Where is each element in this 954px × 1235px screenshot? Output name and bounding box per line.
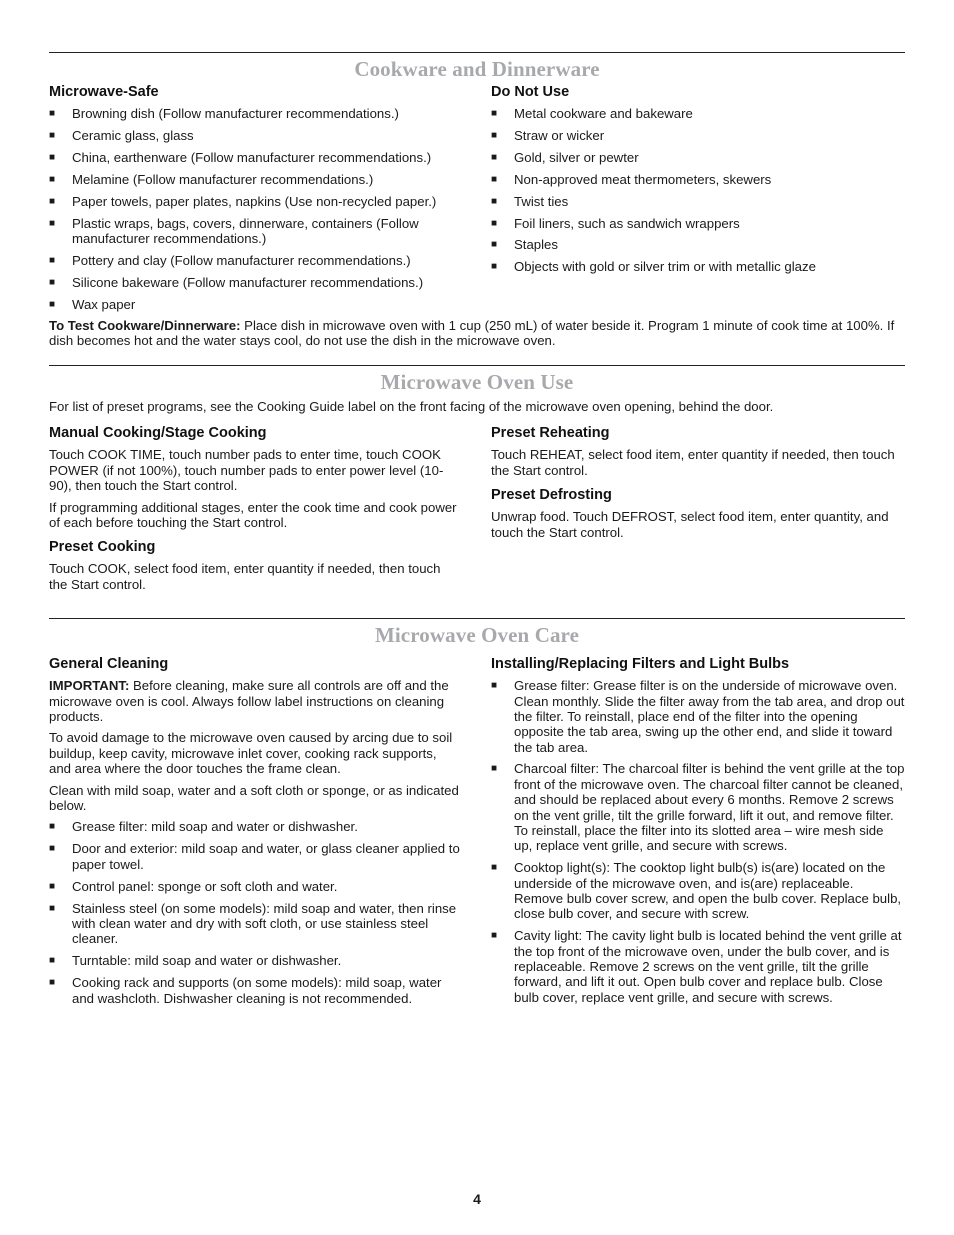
microwave-safe-heading: Microwave-Safe: [49, 84, 159, 100]
list-item: [49, 150, 461, 165]
preset-cooking-heading: Preset Cooking: [49, 539, 156, 556]
important-text: Before cleaning, make sure all controls are off and the microwave oven is cool. Always follow label instructions on cleaning products.: [49, 678, 449, 724]
list-item: [491, 194, 905, 209]
bullet-icon: ■: [49, 902, 56, 914]
list-item: [49, 841, 461, 872]
arcing-paragraph: To avoid damage to the microwave oven caused by arcing due to soil buildup, keep cavity, microwave inlet cover, cooking rack supports, and area where the door touches the frame clean.: [49, 730, 453, 777]
list-item-text: Door and exterior: mild soap and water, or glass cleaner applied to paper towel.: [72, 841, 460, 872]
list-item-text: Browning dish (Follow manufacturer recommendations.): [72, 106, 399, 121]
filters-list: [491, 678, 905, 1005]
list-item: [491, 128, 905, 143]
list-item: [49, 879, 461, 894]
list-item-text: Grease filter: Grease filter is on the underside of microwave oven. Clean monthly. Slide the filter away from the tab area, and drop out the filter. To reinstall, place end of the filter into the opening opposite the tab area, swing up the other end, and slide it toward the tab area.: [514, 678, 905, 755]
manual-cooking-heading: Manual Cooking/Stage Cooking: [49, 425, 267, 442]
bullet-icon: ■: [49, 955, 56, 967]
list-item: [491, 150, 905, 165]
preset-defrosting-text: Unwrap food. Touch DEFROST, select food item, enter quantity, and touch the Start control.: [491, 509, 889, 540]
do-not-use-column: [491, 83, 905, 312]
filters-heading: Installing/Replacing Filters and Light Bulbs: [491, 656, 790, 673]
list-item-text: China, earthenware (Follow manufacturer recommendations.): [72, 149, 432, 165]
list-item-text: Silicone bakeware (Follow manufacturer recommendations.): [72, 274, 424, 290]
list-item-text: Objects with gold or silver trim or with metallic glaze: [514, 259, 816, 275]
bullet-icon: ■: [49, 298, 56, 310]
list-item-text: Ceramic glass, glass: [72, 127, 194, 143]
bullet-icon: ■: [491, 261, 498, 273]
list-item: [491, 761, 905, 853]
list-item: [49, 172, 461, 187]
list-item-text: Grease filter: mild soap and water or dishwasher.: [72, 819, 358, 835]
list-item-text: Charcoal filter: The charcoal filter is behind the vent grille at the top front of the microwave oven. The charcoal filter cannot be cleaned, and should be replaced about every 6 months. Remove 2 screws on the vent grille, tilt the grille forward, lift it out, and remove filter. To reinstall, place the filter into its slotted area – wire mesh side up, replace vent grille, and secure with screws.: [514, 761, 905, 854]
bullet-icon: ■: [491, 680, 498, 692]
list-item: [49, 297, 461, 312]
bullet-icon: ■: [491, 862, 498, 874]
list-item: [49, 275, 461, 290]
section-rule: [49, 52, 905, 53]
list-item-text: Straw or wicker: [514, 127, 605, 143]
list-item-text: Non-approved meat thermometers, skewers: [514, 171, 772, 187]
list-item: [491, 678, 905, 755]
clean-paragraph: Clean with mild soap, water and a soft cloth or sponge, or as indicated below.: [49, 782, 459, 813]
preset-reheating-text: Touch REHEAT, select food item, enter quantity if needed, then touch the Start control.: [491, 447, 895, 478]
filters-column: [491, 655, 905, 1006]
manual-cooking-text: Touch COOK TIME, touch number pads to enter time, touch COOK POWER (if not 100%), touch number pads to enter power level (10-90), then touch the Start control.: [49, 447, 444, 494]
bullet-icon: ■: [49, 977, 56, 989]
list-item: [491, 928, 905, 1005]
bullet-icon: ■: [49, 129, 56, 141]
list-item: [49, 819, 461, 834]
page-number: 4: [473, 1191, 481, 1207]
important-paragraph: [49, 678, 461, 724]
list-item: [49, 128, 461, 143]
list-item-text: Staples: [514, 237, 558, 253]
list-item-text: Metal cookware and bakeware: [514, 106, 693, 121]
list-item: [49, 106, 461, 121]
microwave-safe-column: [49, 83, 461, 312]
bullet-icon: ■: [491, 129, 498, 141]
list-item: [49, 253, 461, 268]
bullet-icon: ■: [49, 151, 56, 163]
list-item-text: Gold, silver or pewter: [514, 149, 639, 165]
list-item: [49, 194, 461, 209]
list-item: [491, 237, 905, 252]
manual-page: [49, 52, 905, 1006]
bullet-icon: ■: [49, 108, 56, 119]
list-item-text: Turntable: mild soap and water or dishwasher.: [72, 953, 342, 969]
test-cookware-label: To Test Cookware/Dinnerware:: [49, 318, 241, 334]
bullet-icon: ■: [491, 151, 498, 163]
section-title-use: Microwave Oven Use: [380, 369, 574, 394]
bullet-icon: ■: [49, 217, 56, 229]
list-item-text: Plastic wraps, bags, covers, dinnerware, containers (Follow manufacturer recommendations.): [72, 215, 419, 246]
list-item: [491, 860, 905, 922]
list-item: [491, 216, 905, 231]
list-item-text: Paper towels, paper plates, napkins (Use non-recycled paper.): [72, 193, 437, 209]
general-cleaning-list: [49, 819, 461, 1006]
list-item: [491, 172, 905, 187]
general-cleaning-column: [49, 655, 461, 1006]
cookware-columns: [49, 83, 905, 312]
bullet-icon: ■: [491, 763, 498, 775]
list-item-text: Melamine (Follow manufacturer recommendations.): [72, 171, 374, 187]
list-item: [491, 106, 905, 121]
list-item: [49, 216, 461, 247]
bullet-icon: ■: [49, 254, 56, 266]
test-cookware-paragraph: [49, 318, 905, 349]
use-columns: [49, 424, 905, 592]
section-rule: [49, 618, 905, 619]
use-intro: For list of preset programs, see the Cooking Guide label on the front facing of the microwave oven opening, behind the door.: [49, 398, 774, 414]
list-item-text: Wax paper: [72, 296, 136, 312]
list-item-text: Control panel: sponge or soft cloth and water.: [72, 878, 338, 894]
general-cleaning-heading: General Cleaning: [49, 656, 169, 673]
list-item-text: Stainless steel (on some models): mild soap and water, then rinse with clean water and dry with soft cloth, or use stainless steel cleaner.: [72, 900, 457, 947]
list-item-text: Twist ties: [514, 193, 569, 209]
bullet-icon: ■: [491, 239, 498, 251]
preset-reheating-heading: Preset Reheating: [491, 425, 610, 442]
list-item: [49, 975, 461, 1006]
list-item: [491, 259, 905, 274]
list-item-text: Foil liners, such as sandwich wrappers: [514, 215, 740, 231]
bullet-icon: ■: [49, 195, 56, 207]
do-not-use-heading: Do Not Use: [491, 84, 570, 100]
use-right-column: [491, 424, 905, 592]
list-item-text: Cooktop light(s): The cooktop light bulb(s) is(are) located on the underside of the microwave oven, and is(are) replaceable. Remove bulb cover screw, and open the bulb cover. Replace bulb, close bulb cover, and secure with screw.: [514, 860, 902, 922]
preset-cooking-text: Touch COOK, select food item, enter quantity if needed, then touch the Start control.: [49, 561, 441, 592]
list-item-text: Cooking rack and supports (on some models): mild soap, water and washcloth. Dishwasher cleaning is not recommended.: [72, 975, 442, 1006]
bullet-icon: ■: [49, 276, 56, 288]
list-item: [49, 901, 461, 947]
section-title-cookware: Cookware and Dinnerware: [354, 57, 600, 81]
bullet-icon: ■: [491, 108, 498, 119]
bullet-icon: ■: [491, 930, 498, 942]
test-cookware-text: Place dish in microwave oven with 1 cup (250 mL) of water beside it. Program 1 minute of cook time at 100%. If dish becomes hot and the water stays cool, do not use the dish in the microwave oven.: [49, 318, 895, 349]
important-label: IMPORTANT:: [49, 678, 130, 694]
do-not-use-list: [491, 106, 905, 275]
bullet-icon: ■: [49, 173, 56, 185]
bullet-icon: ■: [491, 173, 498, 185]
section-title-care: Microwave Oven Care: [374, 623, 580, 648]
care-columns: [49, 655, 905, 1006]
microwave-safe-list: [49, 106, 461, 312]
list-item: [49, 953, 461, 968]
bullet-icon: ■: [491, 217, 498, 229]
section-rule: [49, 365, 905, 366]
bullet-icon: ■: [49, 821, 56, 833]
preset-defrosting-heading: Preset Defrosting: [491, 487, 612, 504]
stage-cooking-text: If programming additional stages, enter the cook time and cook power of each before touching the Start control.: [49, 499, 457, 530]
bullet-icon: ■: [491, 195, 498, 207]
use-left-column: [49, 424, 461, 592]
list-item-text: Cavity light: The cavity light bulb is located behind the vent grille at the top front of the microwave oven, under the bulb cover, and is replaceable. Remove 2 screws on the vent grille, tilt the grille forward, and lift it out. Open bulb cover and replace bulb. Close bulb cover, replace vent grille, and secure with screws.: [514, 928, 902, 1005]
list-item-text: Pottery and clay (Follow manufacturer recommendations.): [72, 252, 411, 268]
bullet-icon: ■: [49, 880, 56, 892]
bullet-icon: ■: [49, 843, 56, 855]
